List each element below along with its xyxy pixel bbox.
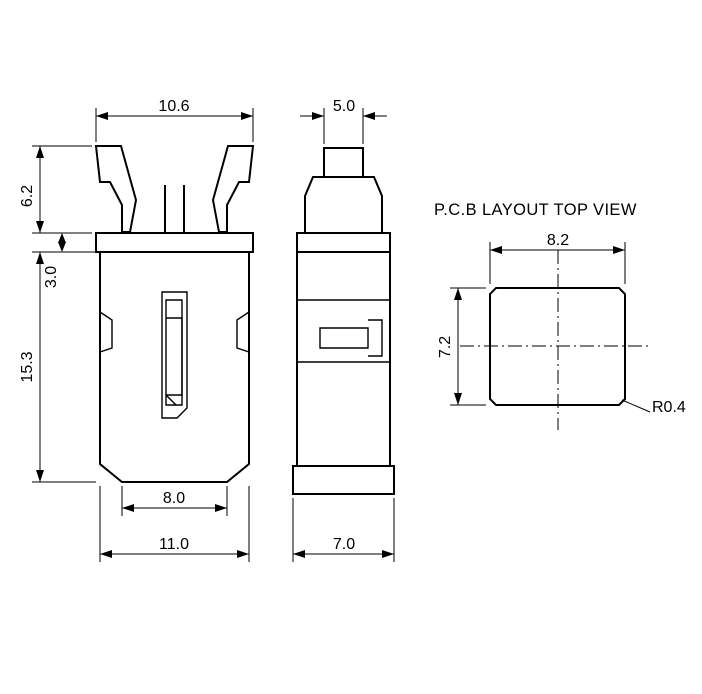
dim-pcb-width: 8.2 — [546, 232, 570, 249]
dim-pcb-radius: R0.4 — [652, 399, 686, 416]
front-view-geometry — [96, 146, 253, 482]
dim-pcb-height: 7.2 — [437, 335, 454, 359]
dim-side-top-width: 5.0 — [332, 98, 356, 115]
pcb-layout-dimensions — [437, 232, 625, 405]
pcb-layout-title: P.C.B LAYOUT TOP VIEW — [434, 201, 637, 219]
front-view-dimensions — [19, 98, 253, 562]
dim-front-inner-width: 8.0 — [162, 490, 186, 507]
dim-side-overall-width: 7.0 — [332, 536, 356, 553]
dim-front-overall-width: 11.0 — [159, 536, 189, 553]
dim-front-clip-height: 6.2 — [19, 184, 36, 208]
side-view-geometry — [293, 148, 394, 494]
dim-front-top-width: 10.6 — [158, 98, 190, 115]
side-view-dimensions — [293, 98, 394, 562]
dim-front-shoulder-height: 3.0 — [43, 265, 60, 289]
dim-front-body-height: 15.3 — [19, 351, 36, 383]
pcb-layout-geometry — [460, 250, 686, 430]
